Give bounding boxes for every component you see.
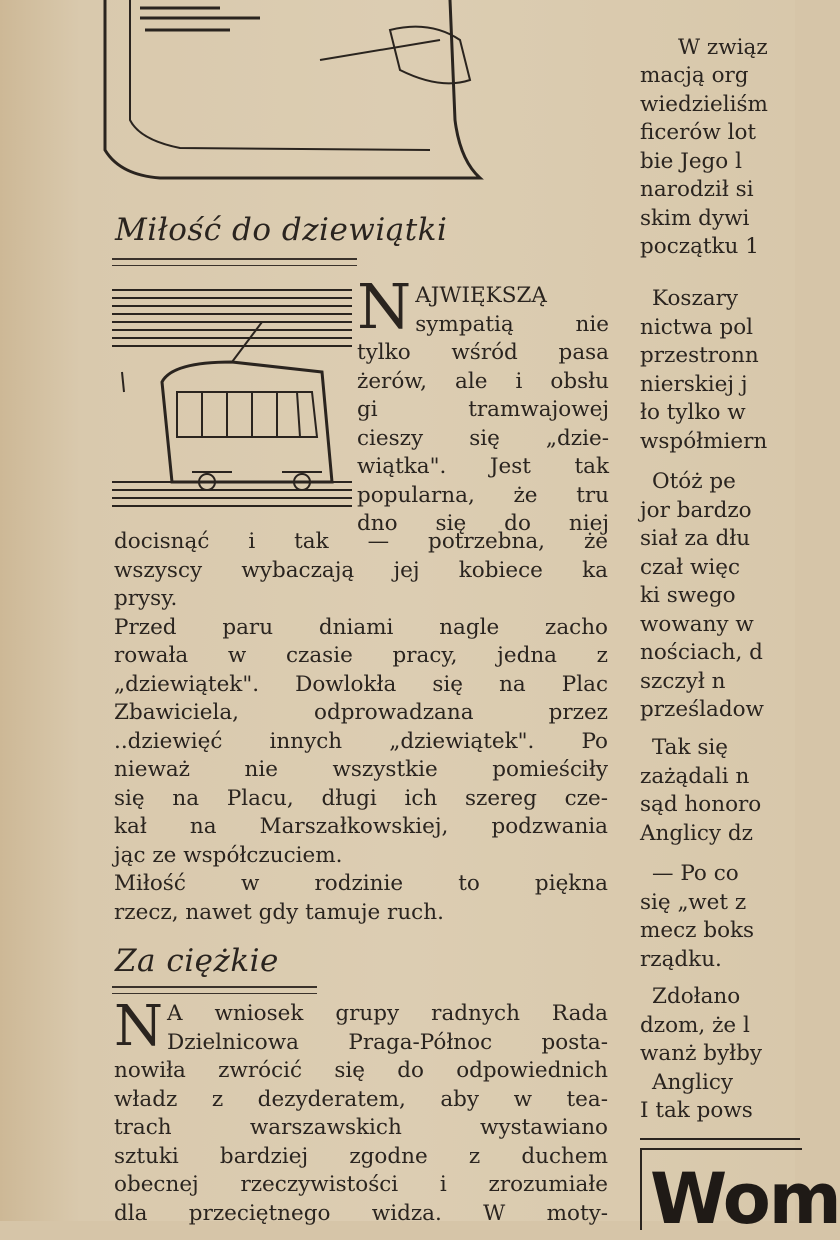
text-line: ficerów lot [640,120,757,145]
text-line: wszyscy wybaczają jej kobiece ka [114,557,608,583]
text-line: obecnej rzeczywistości i zrozumiałe [114,1172,608,1197]
text-line: rządku. [640,946,722,972]
text-line: skim dywi [640,205,750,231]
text-line: nościach, d [640,640,763,665]
article1-lead-wrap [357,270,609,539]
title-underline [112,986,317,994]
text-line: zażądali n [640,763,750,789]
right-paragraph [640,468,764,725]
text-line: I tak pows [640,1098,753,1123]
right-column-article [640,0,840,1240]
text-line: dzom, że l [640,1012,750,1038]
text-line: Anglicy dz [640,820,754,846]
right-paragraph [640,62,768,262]
right-paragraph [640,983,762,1126]
title-underline [112,258,357,266]
text-line: kał na Marszałkowskiej, podzwania [114,814,608,839]
tram-illustration [112,282,352,520]
top-illustration [100,0,490,185]
text-line: trach warszawskich wystawiano [114,1115,608,1140]
text-line: prysy. [114,586,178,611]
drop-cap: N [114,994,163,1059]
text-line: cieszy się „dzie- [357,425,609,451]
text-line: wanż byłby [640,1041,763,1066]
text-line: Anglicy [652,1069,734,1095]
text-line: AJWIĘKSZĄ [415,283,547,308]
text-line: się „wet z [640,889,747,915]
text-line: współmiern [640,428,768,454]
text-line: Zdołano [652,984,741,1009]
text-line: Koszary [652,286,739,311]
text-line: władz z dezyderatem, aby w tea- [114,1086,608,1112]
text-line: docisnąć i tak — potrzebna, że [114,529,608,554]
text-line: Zbawiciela, odprowadzana przez [114,700,608,725]
text-line: — Po co [652,861,739,886]
article1-body [114,528,608,927]
text-line: popularna, że tru [357,482,609,508]
text-line: się na Placu, długi ich szereg cze- [114,785,608,811]
article-title: Za ciężkie [115,943,279,979]
text-line: ..dziewięć innych „dziewiątek". Po [114,728,608,754]
text-line: narodził si [640,177,754,202]
text-line: gi tramwajowej [357,397,609,422]
text-line: początku 1 [640,234,759,259]
box-heading: Wom [650,1158,840,1240]
text-line: dno się do niej [357,511,609,536]
text-line: nierskiej j [640,371,748,397]
text-line: nieważ nie wszystkie pomieściły [114,757,608,782]
article-title: Miłość do dziewiątki [115,212,448,248]
text-line: sztuki bardziej zgodne z duchem [114,1143,608,1169]
text-line: A wniosek grupy radnych Rada [167,1001,608,1026]
text-line: macją org [640,63,749,88]
text-line: przestronn [640,343,759,368]
text-line: szczył n [640,668,726,694]
text-line: wowany w [640,611,754,637]
text-line: „dziewiątek". Dowlokła się na Plac [114,671,608,697]
text-line: sympatią nie [415,311,609,337]
text-line: ło tylko w [640,400,746,425]
article2-body [114,994,608,1228]
text-line: rzecz, nawet gdy tamuje ruch. [114,899,444,925]
text-line: rowała w czasie pracy, jedna z [114,643,608,668]
text-line: Miłość w rodzinie to piękna [114,871,608,896]
text-line: prześladow [640,697,764,722]
text-line: nowiła zwrócić się do odpowiednich [114,1058,608,1083]
text-line: Przed paru dniami nagle zacho [114,614,608,640]
text-line: Dzielnicowa Praga-Północ posta- [167,1029,608,1055]
text-line: czał więc [640,554,741,580]
text-line: Otóż pe [652,469,736,494]
text-line: bie Jego l [640,148,742,174]
text-line: jor bardzo [640,497,752,523]
text-line: siał za dłu [640,526,751,551]
text-line: wiedzieliśm [640,91,768,117]
text-line: mecz boks [640,918,755,943]
text-line: tylko wśród pasa [357,340,609,365]
right-paragraph [640,285,767,456]
text-line: dla przeciętnego widza. W moty- [114,1200,608,1226]
text-line: wiątka". Jest tak [357,454,609,479]
right-paragraph [640,734,761,848]
text-line: Tak się [652,735,728,760]
right-paragraph [640,860,754,974]
text-line: sąd honoro [640,792,762,817]
text-line: nictwa pol [640,314,754,340]
text-line: jąc ze współczuciem. [114,842,343,868]
separator-rule [640,1138,800,1140]
drop-cap: N [357,270,412,343]
text-line: W związ [678,35,768,60]
right-paragraph [678,34,768,63]
text-line: żerów, ale i obsłu [357,368,609,394]
text-line: ki swego [640,583,736,608]
